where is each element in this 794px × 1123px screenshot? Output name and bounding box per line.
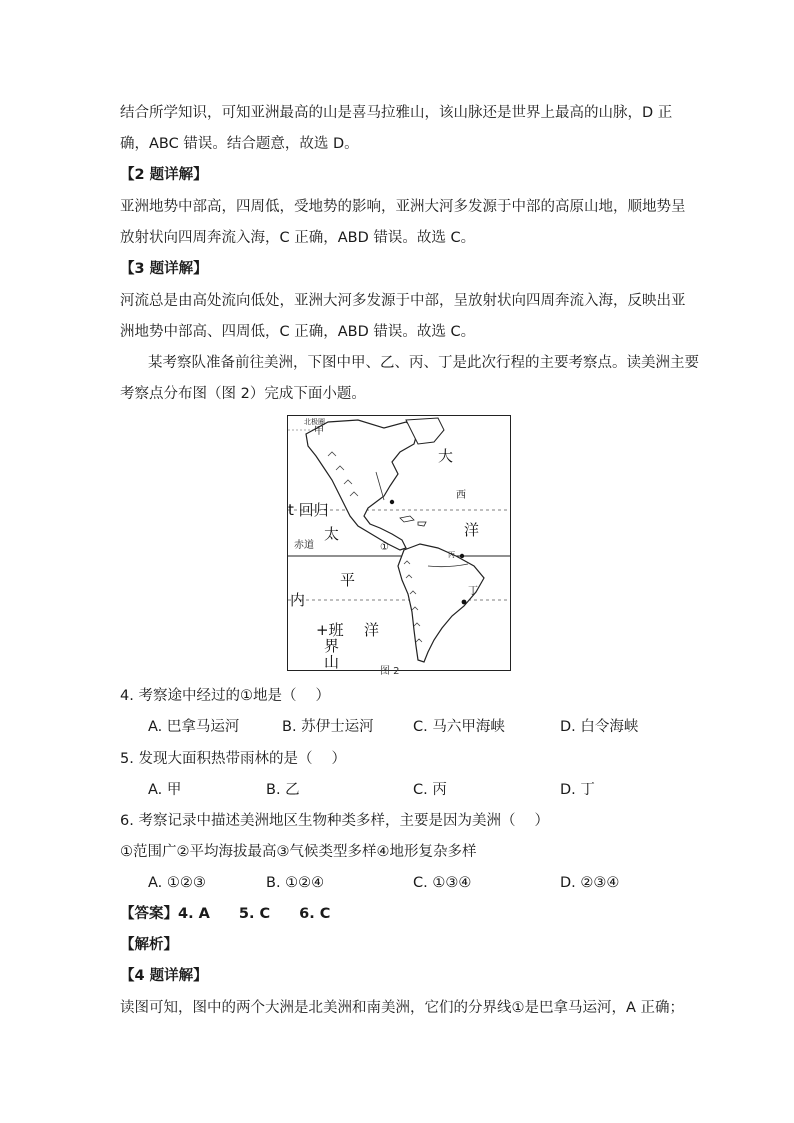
paragraph-line: 亚洲地势中部高，四周低，受地势的影响，亚洲大河多发源于中部的高原山地，顺地势呈 [120, 199, 686, 215]
option-b: B. ①②④ [266, 875, 325, 891]
americas-map [287, 415, 511, 671]
figure-caption: 图 2 [380, 666, 400, 677]
point-bing-label: 丙 [448, 551, 455, 559]
ocean-label-xi: 西 [456, 490, 466, 501]
section-heading: 【2 题详解】 [120, 167, 208, 183]
option-d: D. 丁 [560, 782, 595, 798]
equator-label: 赤道 [294, 540, 314, 551]
paragraph-line: 某考察队准备前往美洲，下图中甲、乙、丙、丁是此次行程的主要考察点。读美洲主要 [148, 355, 699, 371]
paragraph-line: 放射状向四周奔流入海，C 正确，ABD 错误。故选 C。 [120, 230, 476, 246]
ocean-label-ping: 平 [340, 571, 356, 589]
option-d: D. ②③④ [560, 875, 620, 891]
map-label-shan: 山 [324, 653, 340, 671]
point-ding-label: 丁 [468, 586, 478, 597]
option-b: B. 乙 [266, 782, 300, 798]
ocean-label-nei: 内 [290, 591, 306, 609]
question-stem: 5. 发现大面积热带雨林的是（ ） [120, 751, 347, 767]
option-d: D. 白令海峡 [560, 719, 639, 735]
map-label-jie: 界 [324, 637, 340, 655]
tropic-label: t 回归 [288, 501, 329, 519]
ocean-label-yang-pacific: 洋 [364, 621, 380, 639]
question-stem: 4. 考察途中经过的①地是（ ） [120, 688, 331, 704]
section-heading: 【4 题详解】 [120, 968, 208, 984]
section-heading: 【3 题详解】 [120, 261, 208, 277]
paragraph-line: 河流总是由高处流向低处，亚洲大河多发源于中部，呈放射状向四周奔流入海，反映出亚 [120, 293, 686, 309]
ocean-label-ban: +班 [316, 621, 344, 639]
option-c: C. ①③④ [413, 875, 472, 891]
point-one-label: ① [380, 542, 389, 553]
paragraph-line: 结合所学知识，可知亚洲最高的山是喜马拉雅山，该山脉还是世界上最高的山脉，D 正 [120, 105, 673, 121]
ocean-label-da: 大 [438, 447, 454, 465]
answer-line [120, 904, 330, 924]
answer-text: 【答案】4. A 5. C 6. C [120, 906, 331, 922]
paragraph-line: 读图可知，图中的两个大洲是北美洲和南美洲，它们的分界线①是巴拿马运河，A 正确； [120, 1000, 685, 1016]
paragraph-line: 考察点分布图（图 2）完成下面小题。 [120, 386, 366, 402]
paragraph-line: 确，ABC 错误。结合题意，故选 D。 [120, 136, 359, 152]
option-c: C. 丙 [413, 782, 447, 798]
option-b: B. 苏伊士运河 [282, 719, 374, 735]
option-a: A. 甲 [148, 782, 182, 798]
question-stem: 6. 考察记录中描述美洲地区生物种类多样，主要是因为美洲（ ） [120, 813, 550, 829]
analysis-heading: 【解析】 [120, 937, 178, 953]
option-c: C. 马六甲海峡 [413, 719, 505, 735]
north-pole-circle-label: 北极圈 [304, 418, 325, 426]
option-a: A. 巴拿马运河 [148, 719, 240, 735]
question-sub-items: ①范围广②平均海拔最高③气候类型多样④地形复杂多样 [120, 844, 477, 860]
option-a: A. ①②③ [148, 875, 206, 891]
point-jia-label: 甲 [314, 426, 324, 437]
ocean-label-tai: 太 [324, 525, 340, 543]
paragraph-line: 洲地势中部高、四周低，C 正确，ABD 错误。故选 C。 [120, 324, 476, 340]
ocean-label-yang-atlantic: 洋 [464, 521, 480, 539]
